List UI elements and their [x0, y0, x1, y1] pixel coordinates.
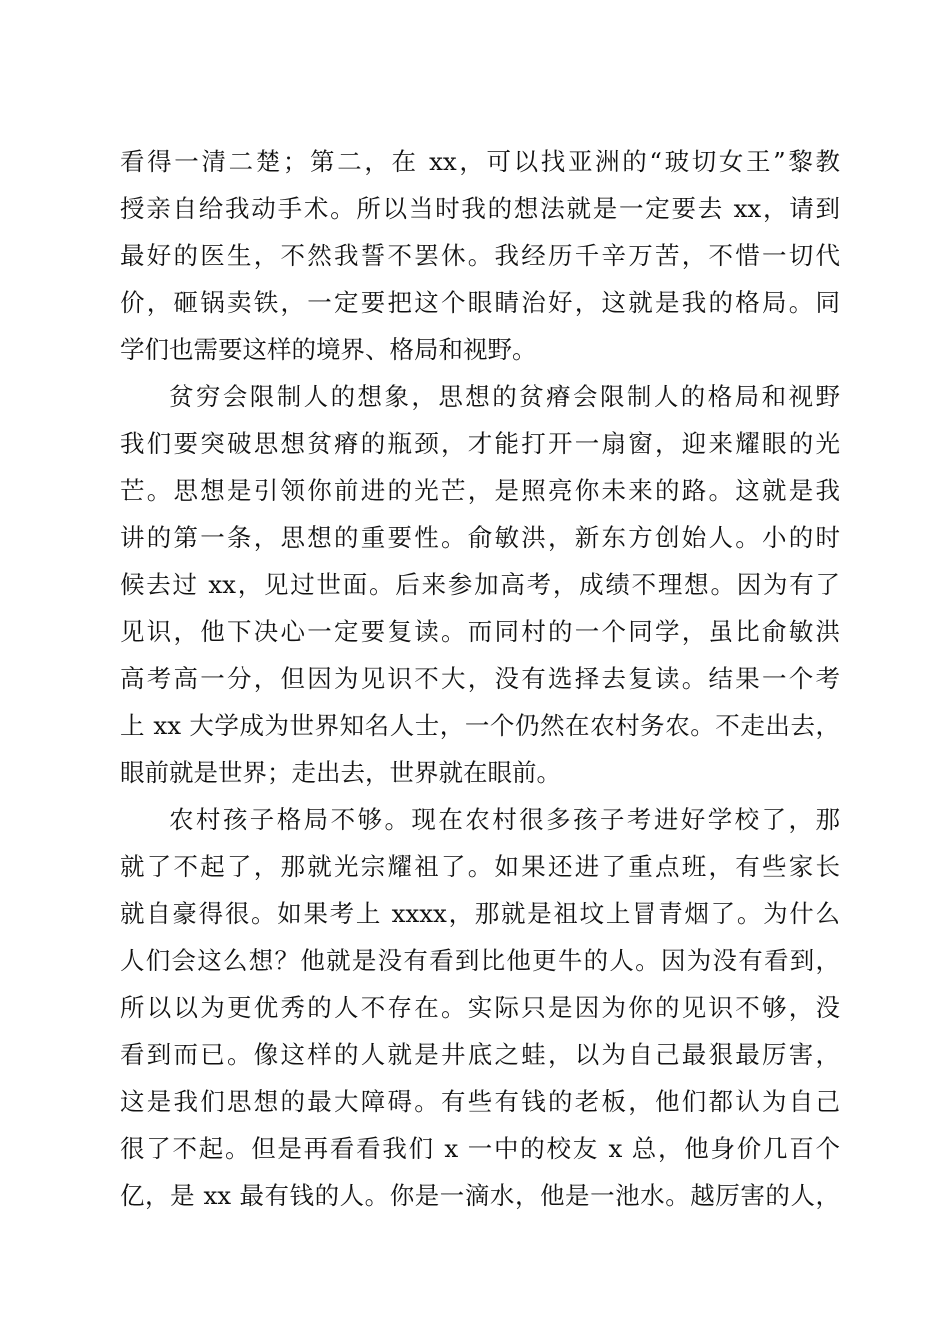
text-line: 所以以为更优秀的人不存在。实际只是因为你的见识不够，没 [120, 993, 840, 1022]
text-line: 讲的第一条，思想的重要性。俞敏洪，新东方创始人。小的时 [120, 523, 840, 552]
text-line: 亿，是 xx 最有钱的人。你是一滴水，他是一池水。越厉害的人， [120, 1181, 840, 1210]
text-line: 人们会这么想？他就是没有看到比他更牛的人。因为没有看到， [120, 946, 840, 975]
text-line: 很了不起。但是再看看我们 x 一中的校友 x 总，他身价几百个 [120, 1134, 840, 1163]
text-line: 候去过 xx，见过世面。后来参加高考，成绩不理想。因为有了 [120, 570, 840, 599]
text-line: 农村孩子格局不够。现在农村很多孩子考进好学校了，那 [169, 805, 840, 834]
text-line: 看得一清二楚；第二，在 xx，可以找亚洲的“玻切女王”黎教 [120, 147, 840, 176]
text-line: 高考高一分，但因为见识不大，没有选择去复读。结果一个考 [120, 664, 840, 693]
text-line: 上 xx 大学成为世界知名人士，一个仍然在农村务农。不走出去， [120, 711, 840, 740]
text-line: 看到而已。像这样的人就是井底之蛙，以为自己最狠最厉害， [120, 1040, 840, 1069]
body-text [120, 138, 840, 1219]
text-line: 我们要突破思想贫瘠的瓶颈，才能打开一扇窗，迎来耀眼的光 [120, 429, 840, 458]
text-line: 眼前就是世界；走出去，世界就在眼前。 [120, 758, 561, 787]
text-line: 授亲自给我动手术。所以当时我的想法就是一定要去 xx，请到 [120, 194, 840, 223]
text-line: 最好的医生，不然我誓不罢休。我经历千辛万苦，不惜一切代 [120, 241, 840, 270]
text-line: 芒。思想是引领你前进的光芒，是照亮你未来的路。这就是我 [120, 476, 840, 505]
text-line: 就自豪得很。如果考上 xxxx，那就是祖坟上冒青烟了。为什么 [120, 899, 840, 928]
text-line: 见识，他下决心一定要复读。而同村的一个同学，虽比俞敏洪 [120, 617, 840, 646]
text-line: 贫穷会限制人的想象，思想的贫瘠会限制人的格局和视野 [169, 382, 840, 411]
text-line: 就了不起了，那就光宗耀祖了。如果还进了重点班，有些家长 [120, 852, 840, 881]
text-line: 价，砸锅卖铁，一定要把这个眼睛治好，这就是我的格局。同 [120, 288, 840, 317]
text-line: 学们也需要这样的境界、格局和视野。 [120, 335, 537, 364]
text-line: 这是我们思想的最大障碍。有些有钱的老板，他们都认为自己 [120, 1087, 840, 1116]
